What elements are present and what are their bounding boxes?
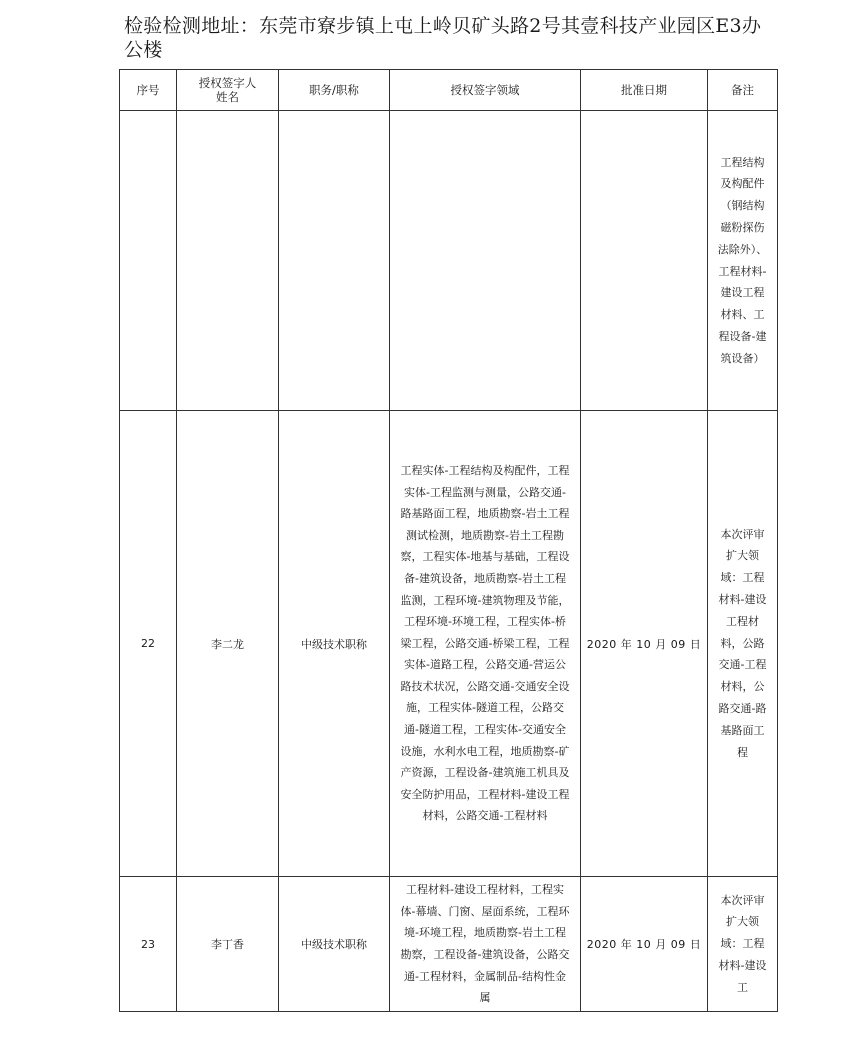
row-no: 23 (120, 877, 177, 1012)
row-field (390, 111, 581, 411)
test-address: 检验检测地址：东莞市寮步镇上屯上岭贝矿头路2号其壹科技产业园区E3办公楼 (124, 15, 762, 61)
col-header-date: 批准日期 (581, 70, 708, 111)
row-title: 中级技术职称 (279, 877, 390, 1012)
row-field (390, 411, 581, 877)
row-date: 2020 年 10 月 09 日 (581, 411, 708, 877)
row-no (120, 111, 177, 411)
row-title: 中级技术职称 (279, 411, 390, 877)
row-name (177, 111, 279, 411)
row-note-text: 本次评审扩大领域：工程材料-建设工 (718, 893, 767, 994)
row-title (279, 111, 390, 411)
row-note (708, 111, 778, 411)
table-header-row (120, 70, 778, 111)
table-row (120, 877, 778, 1012)
row-name: 李丁香 (177, 877, 279, 1012)
row-date (581, 111, 708, 411)
col-header-no: 序号 (120, 70, 177, 111)
col-header-name (177, 70, 279, 111)
signatory-table (119, 69, 778, 1012)
row-note (708, 877, 778, 1012)
row-field-text: 工程材料-建设工程材料，工程实体-幕墙、门窗、屋面系统，工程环境-环境工程，地质勘察-岩土工程勘察，工程设备-建筑设备，公路交通-工程材料，金属制品-结构性金属 (400, 883, 570, 1005)
table-row (120, 411, 778, 877)
row-no: 22 (120, 411, 177, 877)
col-header-name-text: 授权签字人姓名 (198, 76, 257, 104)
col-header-note: 备注 (708, 70, 778, 111)
row-note (708, 411, 778, 877)
col-header-title: 职务/职称 (279, 70, 390, 111)
row-field (390, 877, 581, 1012)
table-row (120, 111, 778, 411)
row-date: 2020 年 10 月 09 日 (581, 877, 708, 1012)
col-header-field: 授权签字领域 (390, 70, 581, 111)
row-note-text: 工程结构及构配件（钢结构磁粉探伤法除外）、工程材料-建设工程材料、工程设备-建筑设备） (717, 155, 768, 365)
row-field-text: 工程实体-工程结构及构配件，工程实体-工程监测与测量，公路交通-路基路面工程，地质勘察-岩土工程测试检测，地质勘察-岩土工程勘察，工程实体-地基与基础，工程设备-建筑设备，地质勘察-岩土工程监测，工程环境-建筑物理及节能，工程环境-环境工程，工程实体-桥梁工程，公路交通-桥梁工程，工程实体-道路工程，公路交通-营运公路技术状况，公路交通-交通安全设施，工程实体-隧道工程，公路交通-隧道工程，工程实体-交通安全设施，水利水电工程，地质勘察-矿产资源，工程设备-建筑施工机具及安全防护用品，工程材料-建设工程材料，公路交通-工程材料 (400, 463, 570, 823)
row-name: 李二龙 (177, 411, 279, 877)
row-note-text: 本次评审扩大领域：工程材料-建设工程材料，公路交通-工程材料，公路交通-路基路面工程 (718, 527, 767, 759)
